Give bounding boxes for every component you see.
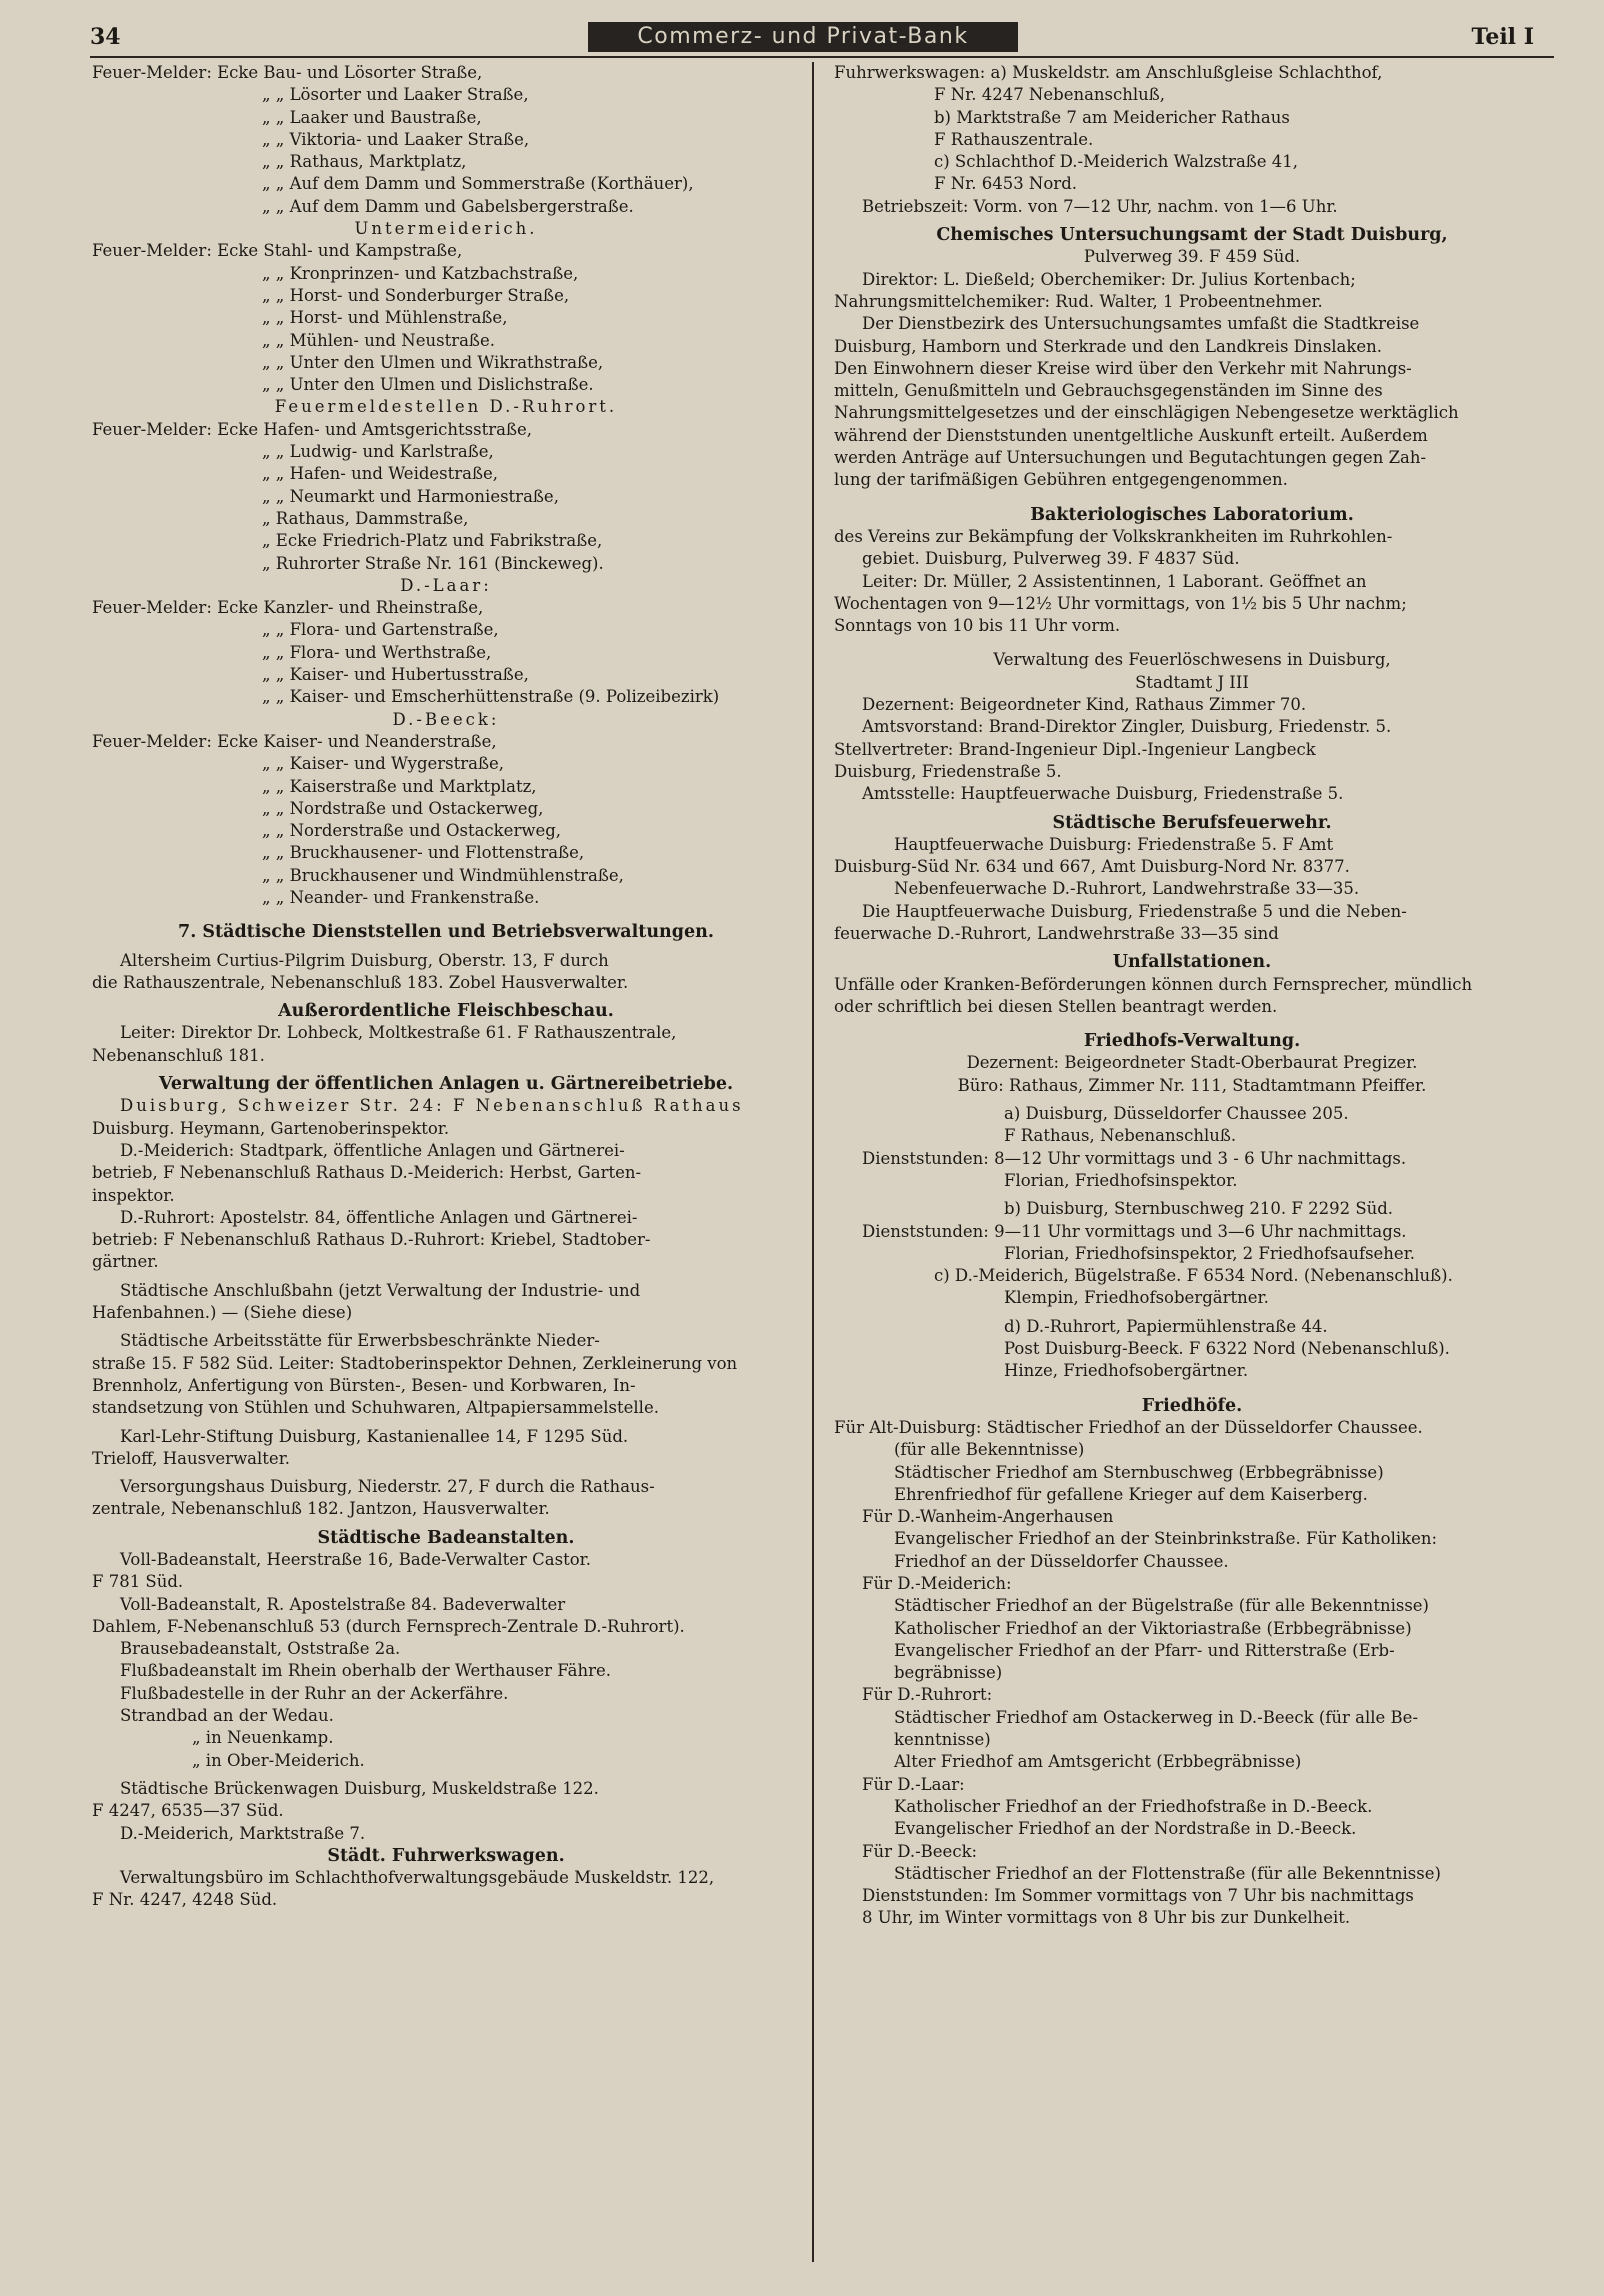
text-line: „ „ Neander- und Frankenstraße.: [262, 887, 540, 907]
text-line: zentrale, Nebenanschluß 182. Jantzon, Hausverwalter.: [92, 1499, 550, 1519]
berufsfeuerwehr-title: Städtische Berufsfeuerwehr.: [1052, 812, 1332, 833]
text-line: „ „ Lösorter und Laaker Straße,: [262, 85, 529, 105]
text-line: die Rathauszentrale, Nebenanschluß 183. Zobel Hausverwalter.: [92, 972, 629, 992]
text-line: F Rathauszentrale.: [934, 129, 1094, 149]
feuerloesch-title: Verwaltung des Feuerlöschwesens in Duisburg,: [993, 650, 1391, 670]
text-line: Unfälle oder Kranken-Beförderungen können durch Fernsprecher, mündlich: [834, 974, 1473, 994]
text-line: Nahrungsmittelchemiker: Rud. Walter, 1 Probeentnehmer.: [834, 291, 1323, 311]
text-line: „ „ Kronprinzen- und Katzbachstraße,: [262, 263, 579, 283]
text-line: „ „ Neumarkt und Harmoniestraße,: [262, 486, 559, 506]
text-line: Für D.-Ruhrort:: [862, 1685, 993, 1705]
text-line: Für D.-Laar:: [862, 1774, 965, 1794]
text-line: Voll-Badeanstalt, Heerstraße 16, Bade-Verwalter Castor.: [120, 1550, 591, 1569]
text-line: „ „ Bruckhausener- und Flottenstraße,: [262, 843, 585, 863]
text-line: inspektor.: [92, 1185, 175, 1205]
text-line: Altersheim Curtius-Pilgrim Duisburg, Oberstr. 13, F durch: [120, 950, 609, 970]
header-banner: Commerz- und Privat-Bank: [588, 22, 1018, 52]
text-line: „ „ Auf dem Damm und Sommerstraße (Korthäuer),: [262, 174, 694, 194]
text-line: Duisburg-Süd Nr. 634 und 667, Amt Duisburg-Nord Nr. 8377.: [834, 857, 1350, 877]
bade-title: Städtische Badeanstalten.: [317, 1527, 575, 1548]
text-line: Verwaltungsbüro im Schlachthofverwaltungsgebäude Muskeldstr. 122,: [120, 1868, 715, 1888]
fire-alarms-block-1: [92, 62, 800, 218]
text-line: „ „ Hafen- und Weidestraße,: [262, 464, 499, 484]
text-line: „ „ Bruckhausener und Windmühlenstraße,: [262, 865, 624, 885]
text-line: F 4247, 6535—37 Süd.: [92, 1801, 284, 1821]
text-line: c) D.-Meiderich, Bügelstraße. F 6534 Nord. (Nebenanschluß).: [934, 1266, 1453, 1286]
text-line: „ „ Auf dem Damm und Gabelsbergerstraße.: [262, 196, 634, 216]
text-line: Leiter: Dr. Müller, 2 Assistentinnen, 1 Laborant. Geöffnet an: [862, 571, 1367, 591]
text-line: Städtischer Friedhof am Sternbuschweg (Erbbegräbnisse): [894, 1462, 1384, 1482]
text-line: Städtische Arbeitsstätte für Erwerbsbeschränkte Nieder-: [120, 1331, 600, 1351]
text-line: Duisburg. Heymann, Gartenoberinspektor.: [92, 1118, 450, 1138]
text-line: Duisburg, Hamborn und Sterkrade und den Landkreis Dinslaken.: [834, 336, 1383, 356]
text-line: Dienststunden: 9—11 Uhr vormittags und 3—6 Uhr nachmittags.: [862, 1221, 1407, 1241]
text-line: Feuer-Melder: Ecke Bau- und Lösorter Straße,: [92, 63, 483, 82]
text-line: „ „ Ludwig- und Karlstraße,: [262, 442, 494, 462]
text-line: Ehrenfriedhof für gefallene Krieger auf dem Kaiserberg.: [894, 1484, 1368, 1504]
text-line: werden Anträge auf Untersuchungen und Begutachtungen gegen Zah-: [834, 448, 1427, 468]
anlagen-title: Verwaltung der öffentlichen Anlagen u. Gärtnereibetriebe.: [158, 1074, 734, 1095]
text-line: „ „ Kaiser- und Wygerstraße,: [262, 754, 505, 774]
text-line: Pulverweg 39. F 459 Süd.: [1083, 247, 1301, 267]
text-line: „ in Ober-Meiderich.: [192, 1750, 365, 1770]
text-line: lung der tarifmäßigen Gebühren entgegengenommen.: [834, 470, 1288, 490]
text-line: straße 15. F 582 Süd. Leiter: Stadtoberinspektor Dehnen, Zerkleinerung von: [92, 1353, 738, 1373]
text-line: „ „ Rathaus, Marktplatz,: [262, 152, 467, 172]
text-line: Büro: Rathaus, Zimmer Nr. 111, Stadtamtmann Pfeiffer.: [957, 1075, 1427, 1095]
bakt-title: Bakteriologisches Laboratorium.: [1030, 504, 1354, 525]
text-line: „ „ Flora- und Gartenstraße,: [262, 620, 499, 640]
fire-alarms-block-4: [92, 597, 800, 708]
text-line: Post Duisburg-Beeck. F 6322 Nord (Nebenanschluß).: [1004, 1339, 1450, 1359]
text-line: Städtische Brückenwagen Duisburg, Muskeldstraße 122.: [120, 1778, 599, 1798]
text-line: Dienststunden: 8—12 Uhr vormittags und 3 - 6 Uhr nachmittags.: [862, 1148, 1407, 1168]
text-line: „ „ Flora- und Werthstraße,: [262, 642, 492, 662]
text-line: Karl-Lehr-Stiftung Duisburg, Kastanienallee 14, F 1295 Süd.: [120, 1426, 629, 1446]
text-line: oder schriftlich bei diesen Stellen beantragt werden.: [834, 996, 1278, 1016]
header-rule: [90, 56, 1554, 58]
text-line: Feuer-Melder: Ecke Kaiser- und Neanderstraße,: [92, 731, 497, 751]
text-line: „ „ Laaker und Baustraße,: [262, 107, 482, 127]
text-line: Duisburg, Friedenstraße 5.: [834, 761, 1062, 781]
text-line: Brennholz, Anfertigung von Bürsten-, Besen- und Korbwaren, In-: [92, 1375, 636, 1395]
text-line: Evangelischer Friedhof an der Nordstraße in D.-Beeck.: [894, 1819, 1357, 1839]
fire-alarms-block-3: [92, 419, 800, 575]
text-line: Hauptfeuerwache Duisburg: Friedenstraße 5. F Amt: [894, 834, 1334, 854]
text-line: Amtsvorstand: Brand-Direktor Zingler, Duisburg, Friedenstr. 5.: [862, 717, 1392, 737]
friedhoefe-title: Friedhöfe.: [1141, 1395, 1243, 1416]
text-line: Strandbad an der Wedau.: [120, 1706, 334, 1726]
section-title-7: 7. Städtische Dienststellen und Betriebsverwaltungen.: [178, 922, 714, 943]
text-line: „ Rathaus, Dammstraße,: [262, 508, 469, 528]
text-line: während der Dienststunden unentgeltliche Auskunft erteilt. Außerdem: [834, 425, 1428, 445]
text-line: Dienststunden: Im Sommer vormittags von 7 Uhr bis nachmittags: [862, 1886, 1414, 1906]
text-line: „ „ Kaiserstraße und Marktplatz,: [262, 776, 537, 796]
text-line: Wochentagen von 9—12½ Uhr vormittags, von 1½ bis 5 Uhr nachm;: [834, 593, 1407, 613]
text-line: „ „ Kaiser- und Emscherhüttenstraße (9. Polizeibezirk): [262, 687, 720, 707]
text-line: Flußbadeanstalt im Rhein oberhalb der Werthauser Fähre.: [120, 1661, 611, 1681]
text-line: Florian, Friedhofsinspektor.: [1004, 1170, 1238, 1190]
text-line: Direktor: L. Dießeld; Oberchemiker: Dr. Julius Kortenbach;: [862, 269, 1356, 289]
text-line: c) Schlachthof D.-Meiderich Walzstraße 41,: [934, 152, 1299, 172]
text-line: Brausebadeanstalt, Oststraße 2a.: [120, 1639, 401, 1659]
text-line: Flußbadestelle in der Ruhr an der Ackerfähre.: [120, 1683, 509, 1703]
text-line: Florian, Friedhofsinspektor, 2 Friedhofsaufseher.: [1004, 1243, 1416, 1263]
text-line: gärtner.: [92, 1252, 159, 1272]
text-line: (für alle Bekenntnisse): [894, 1440, 1085, 1460]
unfall-title: Unfallstationen.: [1112, 952, 1272, 973]
text-line: Städtischer Friedhof am Ostackerweg in D.-Beeck (für alle Be-: [894, 1707, 1419, 1727]
text-line: Stadtamt J III: [1135, 672, 1249, 692]
text-line: F Rathaus, Nebenanschluß.: [1004, 1126, 1237, 1146]
text-line: Hafenbahnen.) — (Siehe diese): [92, 1303, 353, 1323]
text-line: Stellvertreter: Brand-Ingenieur Dipl.-Ingenieur Langbeck: [834, 739, 1316, 759]
text-line: „ „ Viktoria- und Laaker Straße,: [262, 129, 530, 149]
text-line: Trieloff, Hausverwalter.: [92, 1448, 291, 1468]
text-line: Evangelischer Friedhof an der Steinbrinkstraße. Für Katholiken:: [894, 1529, 1438, 1549]
text-line: Städtische Anschlußbahn (jetzt Verwaltung der Industrie- und: [120, 1280, 641, 1300]
text-line: „ „ Horst- und Mühlenstraße,: [262, 308, 508, 328]
text-line: Evangelischer Friedhof an der Pfarr- und Ritterstraße (Erb-: [894, 1640, 1395, 1660]
text-line: Nahrungsmittelgesetzes und der einschlägigen Nebengesetze werktäglich: [834, 403, 1459, 423]
text-line: begräbnisse): [894, 1663, 1003, 1683]
part-label: Teil I: [1471, 24, 1534, 50]
fuhrwerk-title: Städt. Fuhrwerkswagen.: [327, 1845, 565, 1866]
text-line: Dahlem, F-Nebenanschluß 53 (durch Fernsprech-Zentrale D.-Ruhrort).: [92, 1616, 685, 1636]
text-line: F Nr. 6453 Nord.: [934, 174, 1077, 194]
text-line: „ „ Norderstraße und Ostackerweg,: [262, 821, 562, 841]
text-line: Amtsstelle: Hauptfeuerwache Duisburg, Friedenstraße 5.: [862, 784, 1344, 804]
text-line: gebiet. Duisburg, Pulverweg 39. F 4837 Süd.: [862, 549, 1240, 569]
text-line: Den Einwohnern dieser Kreise wird über den Verkehr mit Nahrungs-: [834, 358, 1412, 378]
text-line: betrieb, F Nebenanschluß Rathaus D.-Meiderich: Herbst, Garten-: [92, 1163, 642, 1183]
right-column: [834, 62, 1550, 1930]
text-line: Leiter: Direktor Dr. Lohbeck, Moltkestraße 61. F Rathauszentrale,: [120, 1023, 677, 1043]
text-line: D.-Meiderich: Stadtpark, öffentliche Anlagen und Gärtnerei-: [120, 1140, 625, 1160]
text-line: feuerwache D.-Ruhrort, Landwehrstraße 33—35 sind: [834, 923, 1279, 943]
text-line: kenntnisse): [894, 1730, 991, 1750]
text-line: D.-Ruhrort: Apostelstr. 84, öffentliche Anlagen und Gärtnerei-: [120, 1207, 638, 1227]
text-line: Fuhrwerkswagen: a) Muskeldstr. am Anschlußgleise Schlachthof,: [834, 63, 1383, 82]
fleischbeschau-title: Außerordentliche Fleischbeschau.: [278, 1001, 614, 1022]
left-column: [92, 62, 800, 1912]
text-line: Feuer-Melder: Ecke Kanzler- und Rheinstraße,: [92, 598, 484, 618]
text-line: Feuer-Melder: Ecke Stahl- und Kampstraße,: [92, 241, 463, 261]
text-line: Dezernent: Beigeordneter Stadt-Oberbaurat Pregizer.: [966, 1053, 1418, 1073]
section-title-beeck: D.-Beeck:: [392, 709, 500, 729]
text-line: Städtischer Friedhof an der Flottenstraße (für alle Bekenntnisse): [894, 1863, 1441, 1883]
fire-alarms-block-5: [92, 731, 800, 909]
page-number: 34: [90, 24, 121, 50]
column-divider: [812, 62, 814, 2262]
text-line: „ in Neuenkamp.: [192, 1728, 334, 1748]
fire-alarms-block-2: [92, 240, 800, 396]
text-line: standsetzung von Stühlen und Schuhwaren, Altpapiersammelstelle.: [92, 1398, 659, 1418]
text-line: „ Ruhrorter Straße Nr. 161 (Binckeweg).: [262, 553, 604, 573]
text-line: Versorgungshaus Duisburg, Niederstr. 27, F durch die Rathaus-: [120, 1477, 655, 1497]
text-line: „ „ Nordstraße und Ostackerweg,: [262, 798, 544, 818]
text-line: Nebenfeuerwache D.-Ruhrort, Landwehrstraße 33—35.: [894, 879, 1360, 899]
text-line: „ „ Mühlen- und Neustraße.: [262, 330, 495, 350]
text-line: Für D.-Wanheim-Angerhausen: [862, 1507, 1114, 1527]
section-title-ruhrort: Feuermeldestellen D.-Ruhrort.: [274, 397, 618, 417]
friedhof-verwaltung-title: Friedhofs-Verwaltung.: [1083, 1031, 1301, 1052]
text-line: 8 Uhr, im Winter vormittags von 8 Uhr bis zur Dunkelheit.: [862, 1908, 1351, 1928]
text-line: Städtischer Friedhof an der Bügelstraße (für alle Bekenntnisse): [894, 1596, 1429, 1616]
text-line: Klempin, Friedhofsobergärtner.: [1004, 1288, 1269, 1308]
text-line: „ Ecke Friedrich-Platz und Fabrikstraße,: [262, 531, 603, 551]
page-header: [90, 18, 1554, 58]
text-line: Sonntags von 10 bis 11 Uhr vorm.: [834, 616, 1121, 636]
text-line: d) D.-Ruhrort, Papiermühlenstraße 44.: [1004, 1316, 1328, 1336]
text-line: Katholischer Friedhof an der Friedhofstraße in D.-Beeck.: [894, 1796, 1373, 1816]
chem-title: Chemisches Untersuchungsamt der Stadt Duisburg,: [936, 225, 1448, 246]
text-line: b) Duisburg, Sternbuschweg 210. F 2292 Süd.: [1004, 1199, 1394, 1219]
text-line: „ „ Unter den Ulmen und Wikrathstraße,: [262, 352, 604, 372]
text-line: Betriebszeit: Vorm. von 7—12 Uhr, nachm. von 1—6 Uhr.: [862, 196, 1338, 216]
text-line: Nebenanschluß 181.: [92, 1045, 265, 1065]
text-line: F Nr. 4247 Nebenanschluß,: [934, 85, 1166, 105]
text-line: Für D.-Beeck:: [862, 1841, 978, 1861]
text-line: Voll-Badeanstalt, R. Apostelstraße 84. Badeverwalter: [120, 1594, 566, 1614]
text-line: „ „ Horst- und Sonderburger Straße,: [262, 285, 570, 305]
text-line: Katholischer Friedhof an der Viktoriastraße (Erbbegräbnisse): [894, 1618, 1412, 1638]
text-line: Duisburg, Schweizer Str. 24: F Nebenanschluß Rathaus: [120, 1096, 744, 1116]
text-line: Feuer-Melder: Ecke Hafen- und Amtsgerichtsstraße,: [92, 419, 532, 439]
text-line: Friedhof an der Düsseldorfer Chaussee.: [894, 1551, 1229, 1571]
text-line: Dezernent: Beigeordneter Kind, Rathaus Zimmer 70.: [862, 695, 1307, 715]
text-line: Der Dienstbezirk des Untersuchungsamtes umfaßt die Stadtkreise: [862, 314, 1420, 334]
text-line: Für Alt-Duisburg: Städtischer Friedhof an der Düsseldorfer Chaussee.: [834, 1417, 1423, 1437]
text-line: b) Marktstraße 7 am Meidericher Rathaus: [934, 107, 1290, 127]
text-line: „ „ Kaiser- und Hubertusstraße,: [262, 665, 529, 685]
text-line: Alter Friedhof am Amtsgericht (Erbbegräbnisse): [894, 1752, 1302, 1772]
text-line: Die Hauptfeuerwache Duisburg, Friedenstraße 5 und die Neben-: [862, 901, 1407, 921]
text-line: F Nr. 4247, 4248 Süd.: [92, 1890, 278, 1910]
text-line: des Vereins zur Bekämpfung der Volkskrankheiten im Ruhrkohlen-: [834, 526, 1393, 546]
text-line: Für D.-Meiderich:: [862, 1574, 1012, 1593]
section-title-laar: D.-Laar:: [400, 575, 492, 595]
text-line: „ „ Unter den Ulmen und Dislichstraße.: [262, 375, 594, 395]
text-line: Hinze, Friedhofsobergärtner.: [1004, 1361, 1249, 1381]
text-line: F 781 Süd.: [92, 1572, 184, 1592]
text-line: betrieb: F Nebenanschluß Rathaus D.-Ruhrort: Kriebel, Stadtober-: [92, 1230, 651, 1250]
text-line: D.-Meiderich, Marktstraße 7.: [120, 1823, 366, 1843]
section-title-untermeiderich: Untermeiderich.: [354, 219, 538, 239]
text-line: a) Duisburg, Düsseldorfer Chaussee 205.: [1004, 1104, 1349, 1124]
text-line: mitteln, Genußmitteln und Gebrauchsgegenständen im Sinne des: [834, 381, 1383, 401]
